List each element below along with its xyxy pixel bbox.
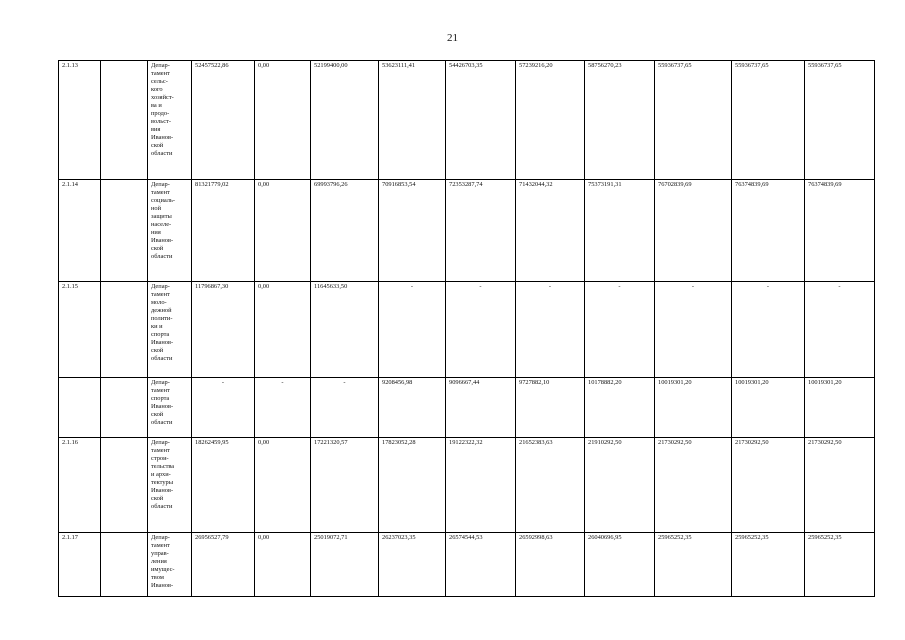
value-cell: - [379,282,446,378]
value-cell: 0,00 [255,438,311,533]
value-cell: 21730292,50 [732,438,805,533]
value-cell: 26592998,63 [516,533,585,597]
value-cell: 21910292,50 [585,438,655,533]
value-cell: - [255,378,311,438]
value-cell: 21652383,63 [516,438,585,533]
value-cell: 11796867,30 [192,282,255,378]
empty-cell [101,438,148,533]
empty-cell [101,533,148,597]
value-cell: 52457522,86 [192,61,255,180]
organization-cell: Депар- тамент социаль- ной защиты населе- ния Иванов- ской области [148,180,192,282]
empty-cell [101,378,148,438]
value-cell: - [732,282,805,378]
value-cell: 0,00 [255,180,311,282]
value-cell: 10019301,20 [732,378,805,438]
organization-cell: Депар- тамент сельс- кого хозяйст- ва и продо- вольст- вия Иванов- ской области [148,61,192,180]
value-cell: 81321779,02 [192,180,255,282]
value-cell: 26237023,35 [379,533,446,597]
value-cell: 0,00 [255,533,311,597]
value-cell: 26040696,95 [585,533,655,597]
table-row [59,180,875,282]
value-cell: 69993796,26 [311,180,379,282]
value-cell: 25965252,35 [732,533,805,597]
row-code-cell [59,378,101,438]
table-row [59,378,875,438]
value-cell: 9208456,98 [379,378,446,438]
organization-cell: Депар- тамент управ- ления имущес- твом Иванов- [148,533,192,597]
value-cell: 76702839,69 [655,180,732,282]
empty-cell [101,282,148,378]
value-cell: 54426703,35 [446,61,516,180]
value-cell: 0,00 [255,282,311,378]
value-cell: - [192,378,255,438]
value-cell: - [655,282,732,378]
value-cell: 72353287,74 [446,180,516,282]
page-number: 21 [447,32,458,44]
row-code-cell: 2.1.14 [59,180,101,282]
organization-cell: Депар- тамент строи- тельства и архи- тектуры Иванов- ской области [148,438,192,533]
value-cell: 10178882,20 [585,378,655,438]
value-cell: 21730292,50 [655,438,732,533]
value-cell: - [585,282,655,378]
value-cell: 0,00 [255,61,311,180]
value-cell: - [805,282,875,378]
value-cell: 10019301,20 [805,378,875,438]
value-cell: 55936737,65 [732,61,805,180]
table-row [59,61,875,180]
value-cell: 71432044,32 [516,180,585,282]
value-cell: 10019301,20 [655,378,732,438]
value-cell: 11645633,50 [311,282,379,378]
value-cell: 55936737,65 [805,61,875,180]
value-cell: 19122322,32 [446,438,516,533]
value-cell: 25965252,35 [805,533,875,597]
row-code-cell: 2.1.15 [59,282,101,378]
value-cell: 26956527,79 [192,533,255,597]
value-cell: 21730292,50 [805,438,875,533]
value-cell: 75373191,31 [585,180,655,282]
value-cell: 25965252,35 [655,533,732,597]
empty-cell [101,61,148,180]
organization-cell: Депар- тамент спорта Иванов- ской области [148,378,192,438]
table-row [59,533,875,597]
organization-cell: Депар- тамент моло- дежной полити- ки и спорта Иванов- ской области [148,282,192,378]
empty-cell [101,180,148,282]
value-cell: 58756270,23 [585,61,655,180]
value-cell: 17221320,57 [311,438,379,533]
value-cell: 55936737,65 [655,61,732,180]
budget-table [58,60,875,597]
value-cell: 52199400,00 [311,61,379,180]
table-row [59,438,875,533]
row-code-cell: 2.1.17 [59,533,101,597]
value-cell: - [516,282,585,378]
value-cell: 53623111,41 [379,61,446,180]
value-cell: 9096667,44 [446,378,516,438]
value-cell: 76374839,69 [732,180,805,282]
value-cell: - [446,282,516,378]
value-cell: - [311,378,379,438]
row-code-cell: 2.1.16 [59,438,101,533]
row-code-cell: 2.1.13 [59,61,101,180]
value-cell: 18262459,95 [192,438,255,533]
value-cell: 57239216,20 [516,61,585,180]
value-cell: 26574544,53 [446,533,516,597]
value-cell: 70916853,54 [379,180,446,282]
table-row [59,282,875,378]
value-cell: 25019072,71 [311,533,379,597]
value-cell: 76374839,69 [805,180,875,282]
value-cell: 17823052,28 [379,438,446,533]
value-cell: 9727882,10 [516,378,585,438]
